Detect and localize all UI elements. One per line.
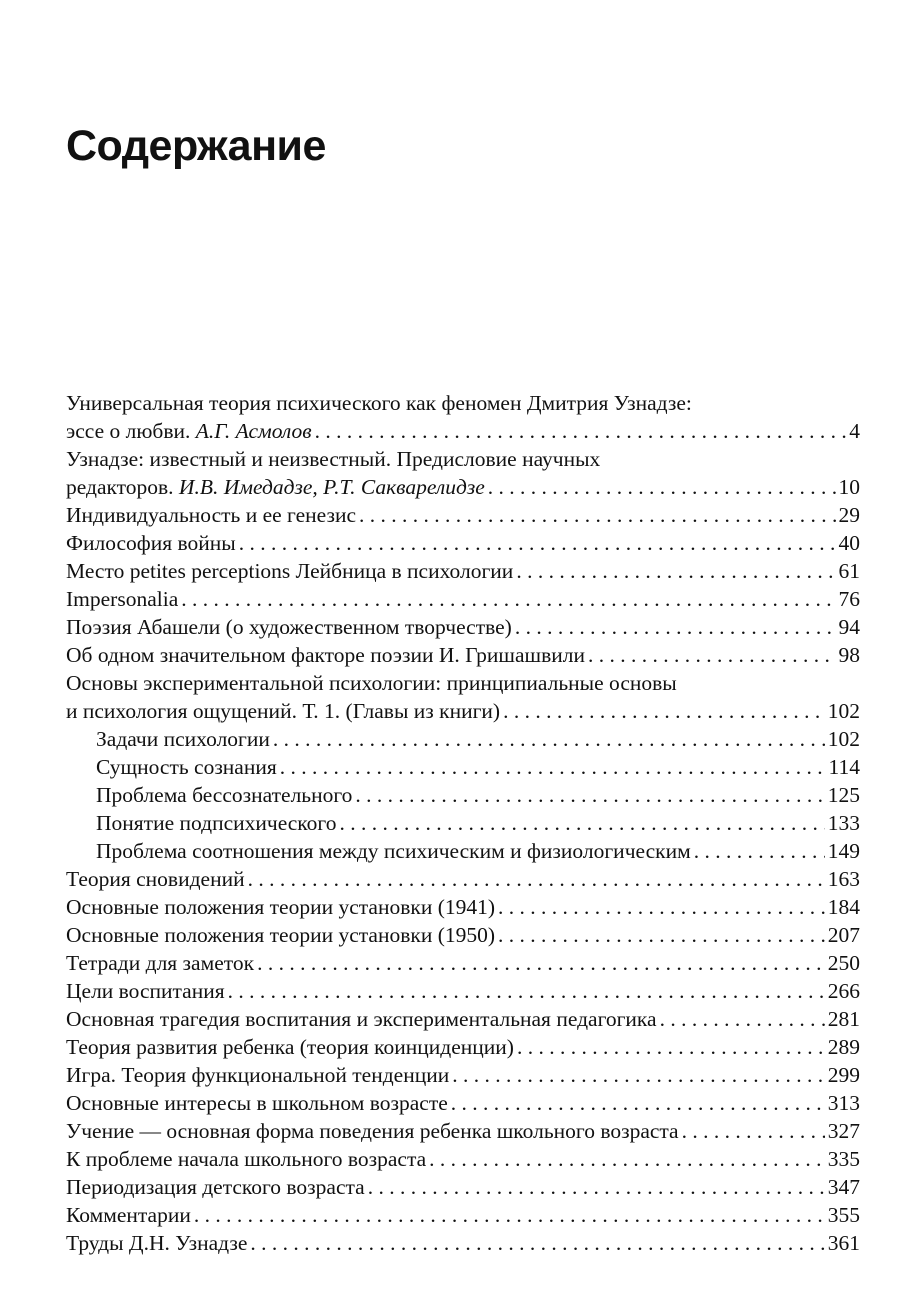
toc-entry-page-number: 335 xyxy=(827,1147,860,1171)
toc-entry xyxy=(66,389,860,445)
dot-leader xyxy=(228,977,825,1005)
toc-entry-line xyxy=(96,781,860,809)
toc-entry-title xyxy=(66,1061,449,1089)
toc-entry-title xyxy=(66,1005,657,1033)
dot-leader xyxy=(280,753,826,781)
toc-entry-title-text: Понятие подпсихического xyxy=(96,811,337,835)
toc-entry-page-number: 61 xyxy=(838,559,860,583)
toc-entry-title xyxy=(96,837,691,865)
dot-leader xyxy=(429,1145,825,1173)
toc-entry-page-number: 327 xyxy=(827,1119,860,1143)
toc-entry-author: И.В. Имедадзе, Р.Т. Сакварелидзе xyxy=(178,475,485,499)
dot-leader xyxy=(660,1005,825,1033)
toc-entry-title-text: Теория сновидений xyxy=(66,867,245,891)
toc-entry xyxy=(66,529,860,557)
toc-entry-title-text: К проблеме начала школьного возраста xyxy=(66,1147,427,1171)
toc-entry xyxy=(66,613,860,641)
dot-leader xyxy=(451,1089,825,1117)
toc-entry-line xyxy=(66,1117,860,1145)
toc-entry-page-number: 125 xyxy=(827,783,860,807)
toc-entry-title xyxy=(66,641,585,669)
toc-entry-title-text: Об одном значительном факторе поэзии И. Гришашвили xyxy=(66,643,585,667)
toc-entry-page-number: 281 xyxy=(827,1007,860,1031)
toc-entry-title-text: Проблема соотношения между психическим и физиологическим xyxy=(96,839,691,863)
toc-entry xyxy=(66,893,860,921)
toc-entry-title-first-line: Узнадзе: известный и неизвестный. Предисловие научных xyxy=(66,447,601,471)
toc-entry-title-text: Основная трагедия воспитания и экспериментальная педагогика xyxy=(66,1007,657,1031)
dot-leader xyxy=(181,585,835,613)
dot-leader xyxy=(239,529,836,557)
toc-entry-page-number: 133 xyxy=(827,811,860,835)
toc-entry-page-number: 361 xyxy=(827,1231,860,1255)
toc-entry-line xyxy=(66,529,860,557)
toc-entry xyxy=(66,1033,860,1061)
toc-entry-line xyxy=(66,1229,860,1257)
toc-entry-line xyxy=(66,1005,860,1033)
toc-entry-title-first-line: Универсальная теория психического как феномен Дмитрия Узнадзе: xyxy=(66,391,692,415)
toc-entry-line xyxy=(66,697,860,725)
toc-entry xyxy=(66,669,860,725)
toc-entry xyxy=(66,781,860,809)
toc-entry xyxy=(66,1173,860,1201)
toc-entry-title-first-line: Основы экспериментальной психологии: принципиальные основы xyxy=(66,671,677,695)
toc-entry-title-text: Теория развития ребенка (теория коинциденции) xyxy=(66,1035,514,1059)
toc-entry-page-number: 102 xyxy=(827,727,860,751)
toc-entry-line xyxy=(66,1145,860,1173)
toc-entry-page-number: 40 xyxy=(838,531,860,555)
toc-entry xyxy=(66,977,860,1005)
toc-entry-page-number: 184 xyxy=(827,895,860,919)
toc-entry-line xyxy=(66,1061,860,1089)
toc-entry-line xyxy=(66,1033,860,1061)
toc-entry-title-text: Основные положения теории установки (1941) xyxy=(66,895,496,919)
toc-entry xyxy=(66,1089,860,1117)
dot-leader xyxy=(682,1117,825,1145)
toc-entry xyxy=(66,837,860,865)
toc-entry xyxy=(66,1061,860,1089)
toc-entry-title-text: редакторов. xyxy=(66,475,179,499)
toc-entry-page-number: 313 xyxy=(827,1091,860,1115)
toc-entry-line xyxy=(66,1201,860,1229)
dot-leader xyxy=(517,1033,825,1061)
toc-entry xyxy=(66,585,860,613)
toc-entry-title-text: Тетради для заметок xyxy=(66,951,255,975)
toc-entry-title-text: Проблема бессознательного xyxy=(96,783,353,807)
toc-entry-page-number: 4 xyxy=(849,419,860,443)
toc-entry-page-number: 102 xyxy=(827,699,860,723)
toc-entry-line xyxy=(96,725,860,753)
toc-entry-title xyxy=(66,1173,365,1201)
toc-entry xyxy=(66,1229,860,1257)
toc-entry-title-text: Задачи психологии xyxy=(96,727,270,751)
dot-leader xyxy=(315,417,847,445)
toc-entry xyxy=(66,557,860,585)
toc-entry-line xyxy=(66,865,860,893)
toc-entry-page-number: 299 xyxy=(827,1063,860,1087)
toc-entry-title-text: Основные интересы в школьном возрасте xyxy=(66,1091,448,1115)
toc-entry-page-number: 10 xyxy=(838,475,860,499)
dot-leader xyxy=(488,473,836,501)
toc-entry-page-number: 355 xyxy=(827,1203,860,1227)
toc-entry-page-number: 266 xyxy=(827,979,860,1003)
toc-entry-line xyxy=(66,473,860,501)
toc-entry-line xyxy=(66,417,860,445)
toc-entry xyxy=(66,1005,860,1033)
toc-entry-title xyxy=(66,557,513,585)
toc-entry-line xyxy=(66,641,860,669)
toc-entry xyxy=(66,1145,860,1173)
dot-leader xyxy=(355,781,824,809)
toc-entry-title xyxy=(66,1117,679,1145)
toc-entry-line xyxy=(66,949,860,977)
toc-entry xyxy=(66,641,860,669)
toc-entry-title-text: Индивидуальность и ее генезис xyxy=(66,503,356,527)
toc-entry-title xyxy=(66,921,495,949)
toc-entry-title xyxy=(66,1145,426,1173)
toc-entry-line xyxy=(66,977,860,1005)
toc-entry xyxy=(66,1201,860,1229)
toc-entry xyxy=(66,921,860,949)
toc-entry-line xyxy=(66,1089,860,1117)
table-of-contents xyxy=(66,389,860,1257)
toc-entry-page-number: 347 xyxy=(827,1175,860,1199)
toc-entry-title xyxy=(66,473,485,501)
toc-entry-title-text: и психология ощущений. Т. 1. (Главы из книги) xyxy=(66,699,501,723)
toc-entry-title-text: Учение — основная форма поведения ребенка школьного возраста xyxy=(66,1119,679,1143)
toc-entry-title-text: эссе о любви. xyxy=(66,419,196,443)
toc-entry-title xyxy=(66,613,512,641)
toc-entry-title xyxy=(96,725,270,753)
dot-leader xyxy=(248,865,825,893)
toc-entry-page-number: 163 xyxy=(827,867,860,891)
toc-entry-page-number: 149 xyxy=(827,839,860,863)
toc-entry-title xyxy=(66,1201,191,1229)
dot-leader xyxy=(694,837,825,865)
toc-entry-title-text: Основные положения теории установки (1950) xyxy=(66,923,496,947)
toc-entry-line xyxy=(96,809,860,837)
toc-entry-page-number: 98 xyxy=(838,643,860,667)
toc-entry-title xyxy=(66,1229,247,1257)
page-title: Содержание xyxy=(66,122,326,170)
toc-entry-title-text: Периодизация детского возраста xyxy=(66,1175,365,1199)
toc-entry-page-number: 29 xyxy=(838,503,860,527)
toc-entry-page-number: 250 xyxy=(827,951,860,975)
toc-entry-title xyxy=(66,417,312,445)
toc-entry-line xyxy=(66,921,860,949)
toc-entry-title xyxy=(66,529,236,557)
toc-entry-title xyxy=(66,585,178,613)
dot-leader xyxy=(257,949,825,977)
toc-entry-line xyxy=(66,893,860,921)
toc-entry-title xyxy=(66,501,356,529)
toc-entry xyxy=(66,809,860,837)
toc-entry-title-text: Impersonalia xyxy=(66,587,179,611)
dot-leader xyxy=(498,921,825,949)
dot-leader xyxy=(503,697,825,725)
dot-leader xyxy=(452,1061,825,1089)
toc-entry-title xyxy=(66,977,225,1005)
toc-entry-title-text: Комментарии xyxy=(66,1203,191,1227)
toc-entry-line xyxy=(66,557,860,585)
dot-leader xyxy=(368,1173,825,1201)
toc-entry-line xyxy=(66,501,860,529)
toc-entry-title xyxy=(66,1089,448,1117)
toc-entry-title xyxy=(66,949,254,977)
toc-entry-title xyxy=(96,753,277,781)
toc-entry-author: А.Г. Асмолов xyxy=(195,419,312,443)
toc-entry-title xyxy=(66,865,245,893)
toc-entry xyxy=(66,501,860,529)
toc-entry-line xyxy=(96,837,860,865)
toc-entry-title-text: Место petites perceptions Лейбница в психологии xyxy=(66,559,514,583)
toc-entry xyxy=(66,949,860,977)
toc-entry-title-text: Философия войны xyxy=(66,531,236,555)
dot-leader xyxy=(516,557,835,585)
toc-entry-title xyxy=(96,809,336,837)
toc-entry xyxy=(66,865,860,893)
toc-entry-title-text: Поэзия Абашели (о художественном творчестве) xyxy=(66,615,512,639)
dot-leader xyxy=(194,1201,825,1229)
toc-entry-title-text: Игра. Теория функциональной тенденции xyxy=(66,1063,450,1087)
toc-entry-line xyxy=(66,613,860,641)
toc-entry-title xyxy=(96,781,352,809)
toc-entry xyxy=(66,725,860,753)
toc-entry-title xyxy=(66,697,500,725)
dot-leader xyxy=(588,641,836,669)
toc-entry-page-number: 114 xyxy=(828,755,860,779)
toc-entry-page-number: 289 xyxy=(827,1035,860,1059)
toc-entry-title-text: Сущность сознания xyxy=(96,755,277,779)
dot-leader xyxy=(498,893,825,921)
dot-leader xyxy=(273,725,825,753)
toc-entry-title-text: Труды Д.Н. Узнадзе xyxy=(66,1231,248,1255)
dot-leader xyxy=(339,809,824,837)
toc-entry xyxy=(66,1117,860,1145)
toc-entry-page-number: 207 xyxy=(827,923,860,947)
dot-leader xyxy=(515,613,836,641)
toc-entry-page-number: 94 xyxy=(838,615,860,639)
toc-entry-page-number: 76 xyxy=(838,587,860,611)
toc-entry xyxy=(66,445,860,501)
toc-entry-line xyxy=(66,585,860,613)
toc-entry-line xyxy=(66,1173,860,1201)
toc-entry-title xyxy=(66,1033,514,1061)
dot-leader xyxy=(250,1229,824,1257)
toc-entry-line xyxy=(96,753,860,781)
toc-entry-title xyxy=(66,893,495,921)
dot-leader xyxy=(359,501,836,529)
toc-entry-title-text: Цели воспитания xyxy=(66,979,225,1003)
toc-entry xyxy=(66,753,860,781)
